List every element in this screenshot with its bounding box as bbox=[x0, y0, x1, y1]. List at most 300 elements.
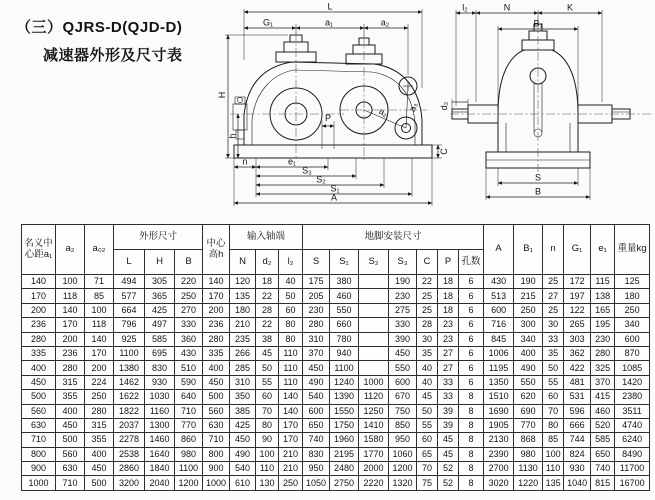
table-cell: 27 bbox=[438, 361, 459, 375]
table-cell: 230 bbox=[389, 289, 417, 303]
table-cell: 135 bbox=[230, 289, 256, 303]
table-cell: 25 bbox=[543, 303, 564, 317]
table-cell: 400 bbox=[56, 404, 85, 418]
col-header-A: A bbox=[484, 225, 514, 275]
table-cell: 950 bbox=[303, 462, 330, 476]
table-cell: 710 bbox=[22, 433, 56, 447]
table-cell: 600 bbox=[389, 375, 417, 389]
table-cell: 1750 bbox=[330, 418, 359, 432]
table-cell: 45 bbox=[438, 433, 459, 447]
table-cell: 80 bbox=[279, 332, 303, 346]
table-cell: 425 bbox=[230, 418, 256, 432]
table-cell: 800 bbox=[22, 447, 56, 461]
col-header-L: L bbox=[114, 250, 145, 275]
table-cell: 900 bbox=[203, 462, 230, 476]
dimension-table bbox=[21, 224, 650, 491]
table-cell: 75 bbox=[417, 476, 438, 490]
dim-label-B: B bbox=[534, 186, 542, 197]
table-cell: 28 bbox=[256, 303, 279, 317]
table-cell: 180 bbox=[615, 289, 650, 303]
table-cell: 1580 bbox=[359, 433, 389, 447]
table-cell: 513 bbox=[484, 289, 514, 303]
table-cell: 170 bbox=[279, 418, 303, 432]
col-header-B: B bbox=[175, 250, 203, 275]
table-cell: 650 bbox=[303, 418, 330, 432]
table-cell: 590 bbox=[175, 375, 203, 389]
table-cell: 950 bbox=[389, 433, 417, 447]
table-cell: 350 bbox=[230, 390, 256, 404]
dim-label-C: C bbox=[439, 148, 449, 155]
table-cell: 197 bbox=[564, 289, 591, 303]
table-cell: 1690 bbox=[484, 404, 514, 418]
table-cell: 100 bbox=[85, 303, 114, 317]
group-header-foot: 地脚安装尺寸 bbox=[303, 225, 484, 250]
col-header-d2: d₂ bbox=[256, 250, 279, 275]
table-cell: 200 bbox=[22, 303, 56, 317]
col-header-P: P bbox=[438, 250, 459, 275]
col-header-n: n bbox=[543, 225, 564, 275]
col-header-h: 中心高h bbox=[203, 225, 230, 275]
table-row bbox=[22, 476, 650, 490]
table-cell: 1050 bbox=[303, 476, 330, 490]
table-cell: 195 bbox=[591, 318, 615, 332]
table-cell: 400 bbox=[203, 361, 230, 375]
table-cell: 165 bbox=[591, 303, 615, 317]
table-cell: 27 bbox=[543, 289, 564, 303]
dim-label-h: h bbox=[227, 133, 238, 139]
table-cell: 2390 bbox=[484, 447, 514, 461]
table-cell: 1060 bbox=[389, 447, 417, 461]
table-cell: 285 bbox=[230, 361, 256, 375]
table-cell: 360 bbox=[175, 332, 203, 346]
table-cell: 140 bbox=[203, 275, 230, 289]
table-cell: 200 bbox=[56, 332, 85, 346]
table-cell: 670 bbox=[389, 390, 417, 404]
table-cell: 38 bbox=[256, 332, 279, 346]
table-cell: 305 bbox=[145, 275, 175, 289]
col-header-C: C bbox=[417, 250, 438, 275]
table-cell: 55 bbox=[543, 375, 564, 389]
table-cell: 1550 bbox=[330, 404, 359, 418]
table-cell: 335 bbox=[22, 346, 56, 360]
table-cell: 845 bbox=[484, 332, 514, 346]
table-cell: 300 bbox=[514, 318, 543, 332]
table-cell: 110 bbox=[279, 346, 303, 360]
table-cell: 815 bbox=[591, 476, 615, 490]
table-cell: 930 bbox=[564, 462, 591, 476]
col-header-S3: S₃ bbox=[389, 250, 417, 275]
table-cell: 335 bbox=[203, 346, 230, 360]
table-cell: 8 bbox=[459, 462, 484, 476]
dim-label-e1: e₁ bbox=[287, 156, 297, 167]
table-cell: 39 bbox=[438, 404, 459, 418]
table-cell: 18 bbox=[438, 303, 459, 317]
table-cell: 1300 bbox=[145, 418, 175, 432]
table-cell: 980 bbox=[514, 447, 543, 461]
col-header-S: S bbox=[303, 250, 330, 275]
table-cell: 460 bbox=[591, 404, 615, 418]
title-line-2: 减速器外形及尺寸表 bbox=[43, 47, 183, 64]
dim-label-L: L bbox=[327, 1, 333, 12]
table-cell: 540 bbox=[230, 462, 256, 476]
table-cell: 8 bbox=[459, 433, 484, 447]
dim-label-K: K bbox=[566, 2, 574, 13]
table-cell: 460 bbox=[330, 289, 359, 303]
table-cell: 390 bbox=[389, 332, 417, 346]
table-cell: 1460 bbox=[145, 433, 175, 447]
table-cell: 170 bbox=[279, 433, 303, 447]
table-cell: 70 bbox=[417, 462, 438, 476]
dim-label-B1: B₁ bbox=[533, 18, 543, 29]
dim-label-a3-diag: a₃ bbox=[407, 101, 420, 113]
table-cell: 235 bbox=[230, 332, 256, 346]
table-cell: 18 bbox=[438, 275, 459, 289]
table-cell: 80 bbox=[279, 318, 303, 332]
table-cell: 370 bbox=[303, 346, 330, 360]
table-cell: 510 bbox=[175, 361, 203, 375]
table-cell: 1160 bbox=[145, 404, 175, 418]
table-cell: 170 bbox=[85, 346, 114, 360]
dim-label-N: N bbox=[503, 2, 511, 13]
table-cell: 540 bbox=[303, 390, 330, 404]
table-cell: 640 bbox=[175, 390, 203, 404]
table-row bbox=[22, 447, 650, 461]
table-cell: 365 bbox=[145, 289, 175, 303]
table-cell: 303 bbox=[564, 332, 591, 346]
dim-label-S: S bbox=[534, 172, 542, 183]
table-row bbox=[22, 289, 650, 303]
table-cell: 1510 bbox=[484, 390, 514, 404]
table-cell: 930 bbox=[145, 375, 175, 389]
table-cell: 6240 bbox=[615, 433, 650, 447]
table-cell: 664 bbox=[114, 303, 145, 317]
table-cell: 800 bbox=[203, 447, 230, 461]
table-cell: 500 bbox=[85, 476, 114, 490]
table-cell: 220 bbox=[175, 275, 203, 289]
table-cell: 1000 bbox=[359, 375, 389, 389]
table-cell: 18 bbox=[256, 275, 279, 289]
table-cell: 740 bbox=[591, 462, 615, 476]
table-cell: 550 bbox=[389, 361, 417, 375]
table-cell: 596 bbox=[564, 404, 591, 418]
table-cell: 490 bbox=[230, 447, 256, 461]
col-header-e1: e₁ bbox=[591, 225, 615, 275]
table-cell: 2860 bbox=[114, 462, 145, 476]
table-cell: 45 bbox=[256, 346, 279, 360]
table-cell: 740 bbox=[303, 433, 330, 447]
table-cell: 122 bbox=[564, 303, 591, 317]
table-row bbox=[22, 404, 650, 418]
side-view-drawing bbox=[217, 1, 450, 218]
table-cell: 40 bbox=[417, 375, 438, 389]
table-cell: 280 bbox=[591, 346, 615, 360]
table-cell: 25 bbox=[417, 289, 438, 303]
table-cell: 450 bbox=[56, 418, 85, 432]
table-cell: 280 bbox=[22, 332, 56, 346]
table-cell: 50 bbox=[417, 404, 438, 418]
table-cell: 6 bbox=[459, 303, 484, 317]
table-cell: 80 bbox=[543, 418, 564, 432]
table-cell: 610 bbox=[230, 476, 256, 490]
table-cell: 265 bbox=[564, 318, 591, 332]
table-cell: 481 bbox=[564, 375, 591, 389]
table-cell: 1100 bbox=[114, 346, 145, 360]
table-cell: 750 bbox=[389, 404, 417, 418]
table-cell: 60 bbox=[543, 390, 564, 404]
table-cell: 400 bbox=[22, 361, 56, 375]
table-cell: 6 bbox=[459, 289, 484, 303]
table-row bbox=[22, 390, 650, 404]
table-cell: 925 bbox=[114, 332, 145, 346]
table-cell: 110 bbox=[256, 462, 279, 476]
table-cell: 250 bbox=[175, 289, 203, 303]
table-cell: 585 bbox=[145, 332, 175, 346]
table-cell: 110 bbox=[279, 361, 303, 375]
table-cell bbox=[359, 289, 389, 303]
table-cell: 660 bbox=[330, 318, 359, 332]
table-cell: 362 bbox=[564, 346, 591, 360]
table-cell: 28 bbox=[417, 318, 438, 332]
table-cell: 340 bbox=[514, 332, 543, 346]
table-cell: 200 bbox=[85, 361, 114, 375]
table-cell: 600 bbox=[484, 303, 514, 317]
dim-label-a1: a₁ bbox=[324, 17, 334, 28]
table-row bbox=[22, 346, 650, 360]
table-cell: 30 bbox=[543, 318, 564, 332]
table-cell: 40 bbox=[279, 275, 303, 289]
col-header-H: H bbox=[145, 250, 175, 275]
table-cell: 710 bbox=[175, 404, 203, 418]
table-cell: 2195 bbox=[330, 447, 359, 461]
col-header-B1: B₁ bbox=[514, 225, 543, 275]
table-cell: 6 bbox=[459, 375, 484, 389]
table-cell: 6 bbox=[459, 332, 484, 346]
table-cell: 275 bbox=[389, 303, 417, 317]
table-cell: 210 bbox=[279, 462, 303, 476]
table-cell: 8 bbox=[459, 476, 484, 490]
table-cell bbox=[359, 361, 389, 375]
table-cell: 1195 bbox=[484, 361, 514, 375]
dim-label-S3: S₃ bbox=[302, 165, 312, 176]
table-cell: 1840 bbox=[145, 462, 175, 476]
table-row bbox=[22, 303, 650, 317]
header-row-1 bbox=[22, 225, 650, 250]
table-cell: 115 bbox=[591, 275, 615, 289]
table-cell: 1905 bbox=[484, 418, 514, 432]
table-cell: 577 bbox=[114, 289, 145, 303]
table-cell: 2380 bbox=[615, 390, 650, 404]
dim-label-G1: G₁ bbox=[262, 17, 274, 28]
table-cell: 4740 bbox=[615, 418, 650, 432]
table-cell: 39 bbox=[438, 418, 459, 432]
table-cell: 1040 bbox=[564, 476, 591, 490]
table-cell: 600 bbox=[303, 404, 330, 418]
table-cell: 8 bbox=[459, 390, 484, 404]
table-cell: 850 bbox=[389, 418, 417, 432]
table-cell: 560 bbox=[203, 404, 230, 418]
table-cell: 30 bbox=[417, 332, 438, 346]
table-cell: 1420 bbox=[615, 375, 650, 389]
table-cell: 16700 bbox=[615, 476, 650, 490]
table-cell: 780 bbox=[330, 332, 359, 346]
table-cell: 695 bbox=[145, 346, 175, 360]
table-cell: 33 bbox=[438, 390, 459, 404]
table-row bbox=[22, 462, 650, 476]
table-cell: 620 bbox=[514, 390, 543, 404]
table-cell: 25 bbox=[417, 303, 438, 317]
table-cell: 280 bbox=[56, 361, 85, 375]
table-row bbox=[22, 433, 650, 447]
table-cell: 385 bbox=[230, 404, 256, 418]
dim-label-H: H bbox=[217, 91, 227, 99]
table-cell: 430 bbox=[175, 346, 203, 360]
table-cell: 1030 bbox=[145, 390, 175, 404]
table-cell: 118 bbox=[85, 318, 114, 332]
table-cell: 630 bbox=[203, 418, 230, 432]
col-header-holes: 孔数 bbox=[459, 250, 484, 275]
table-cell bbox=[359, 332, 389, 346]
table-cell: 70 bbox=[256, 404, 279, 418]
col-header-l2: l₂ bbox=[279, 250, 303, 275]
table-cell: 33 bbox=[438, 375, 459, 389]
table-cell: 22 bbox=[256, 289, 279, 303]
table-cell: 900 bbox=[22, 462, 56, 476]
table-cell: 8 bbox=[459, 418, 484, 432]
table-cell: 280 bbox=[203, 332, 230, 346]
end-view-outline bbox=[450, 20, 652, 172]
dim-label-a2: a₂ bbox=[380, 17, 390, 28]
table-cell: 1320 bbox=[389, 476, 417, 490]
table-cell: 2000 bbox=[359, 462, 389, 476]
col-header-G1: G₁ bbox=[564, 225, 591, 275]
table-cell: 22 bbox=[256, 318, 279, 332]
table-cell: 45 bbox=[438, 447, 459, 461]
table-cell: 140 bbox=[22, 275, 56, 289]
table-cell: 560 bbox=[56, 447, 85, 461]
table-cell: 1250 bbox=[359, 404, 389, 418]
table-cell: 125 bbox=[615, 275, 650, 289]
table-cell: 868 bbox=[514, 433, 543, 447]
table-cell: 138 bbox=[591, 289, 615, 303]
dim-label-a2-diag: a₂ bbox=[377, 105, 390, 119]
table-cell: 270 bbox=[175, 303, 203, 317]
table-cell: 500 bbox=[56, 433, 85, 447]
end-view-drawing bbox=[439, 2, 652, 218]
table-cell: 450 bbox=[22, 375, 56, 389]
table-cell: 666 bbox=[564, 418, 591, 432]
group-header-input: 输入轴端 bbox=[230, 225, 303, 250]
table-cell: 1822 bbox=[114, 404, 145, 418]
table-cell: 1100 bbox=[175, 462, 203, 476]
col-header-a02: a₀₂ bbox=[85, 225, 114, 275]
table-cell: 250 bbox=[615, 303, 650, 317]
table-cell: 40 bbox=[417, 361, 438, 375]
table-cell: 940 bbox=[330, 346, 359, 360]
table-cell: 1240 bbox=[330, 375, 359, 389]
table-cell: 830 bbox=[303, 447, 330, 461]
table-cell: 430 bbox=[484, 275, 514, 289]
table-cell: 1100 bbox=[330, 361, 359, 375]
table-cell: 8 bbox=[459, 447, 484, 461]
table-cell: 490 bbox=[303, 375, 330, 389]
table-cell: 3511 bbox=[615, 404, 650, 418]
table-cell: 215 bbox=[514, 289, 543, 303]
table-cell: 266 bbox=[230, 346, 256, 360]
table-cell: 33 bbox=[543, 332, 564, 346]
table-cell: 60 bbox=[256, 390, 279, 404]
table-cell: 585 bbox=[591, 433, 615, 447]
table-cell: 650 bbox=[591, 447, 615, 461]
table-cell: 236 bbox=[22, 318, 56, 332]
table-cell bbox=[359, 318, 389, 332]
table-cell: 400 bbox=[514, 346, 543, 360]
table-cell: 355 bbox=[56, 390, 85, 404]
table-cell: 172 bbox=[564, 275, 591, 289]
table-cell: 450 bbox=[85, 462, 114, 476]
housing-outline bbox=[227, 32, 432, 160]
table-cell: 118 bbox=[56, 289, 85, 303]
table-cell: 1380 bbox=[114, 361, 145, 375]
table-cell: 100 bbox=[56, 275, 85, 289]
table-cell: 1000 bbox=[22, 476, 56, 490]
table-cell: 630 bbox=[56, 462, 85, 476]
table-cell: 860 bbox=[175, 433, 203, 447]
table-cell: 325 bbox=[591, 361, 615, 375]
table-cell: 310 bbox=[230, 375, 256, 389]
table-cell: 2700 bbox=[484, 462, 514, 476]
table-cell: 494 bbox=[114, 275, 145, 289]
table-cell: 2130 bbox=[484, 433, 514, 447]
table-cell: 250 bbox=[514, 303, 543, 317]
group-header-shape: 外形尺寸 bbox=[114, 225, 203, 250]
table-cell: 980 bbox=[175, 447, 203, 461]
table-cell: 550 bbox=[330, 303, 359, 317]
table-cell: 55 bbox=[417, 418, 438, 432]
table-cell: 35 bbox=[543, 346, 564, 360]
table-cell: 1462 bbox=[114, 375, 145, 389]
table-cell: 130 bbox=[256, 476, 279, 490]
page-title bbox=[16, 16, 183, 65]
table-row bbox=[22, 332, 650, 346]
table-cell: 716 bbox=[484, 318, 514, 332]
col-header-S1: S₁ bbox=[330, 250, 359, 275]
table-row bbox=[22, 318, 650, 332]
table-cell: 796 bbox=[114, 318, 145, 332]
table-cell: 25 bbox=[543, 275, 564, 289]
table-cell: 1220 bbox=[514, 476, 543, 490]
table-cell: 52 bbox=[438, 462, 459, 476]
col-header-S2: S₂ bbox=[359, 250, 389, 275]
table-cell: 6 bbox=[459, 318, 484, 332]
table-cell: 450 bbox=[230, 433, 256, 447]
table-cell: 210 bbox=[279, 447, 303, 461]
table-cell: 2538 bbox=[114, 447, 145, 461]
table-cell: 110 bbox=[543, 462, 564, 476]
table-cell: 1640 bbox=[145, 447, 175, 461]
dim-label-A: A bbox=[330, 192, 338, 203]
table-cell: 630 bbox=[22, 418, 56, 432]
table-cell: 100 bbox=[256, 447, 279, 461]
table-cell: 52 bbox=[438, 476, 459, 490]
table-cell: 60 bbox=[279, 303, 303, 317]
table-cell: 500 bbox=[22, 390, 56, 404]
table-cell: 710 bbox=[56, 476, 85, 490]
table-cell: 2480 bbox=[330, 462, 359, 476]
table-cell: 55 bbox=[256, 375, 279, 389]
table-cell: 1770 bbox=[359, 447, 389, 461]
table-cell: 23 bbox=[438, 318, 459, 332]
table-cell: 11700 bbox=[615, 462, 650, 476]
